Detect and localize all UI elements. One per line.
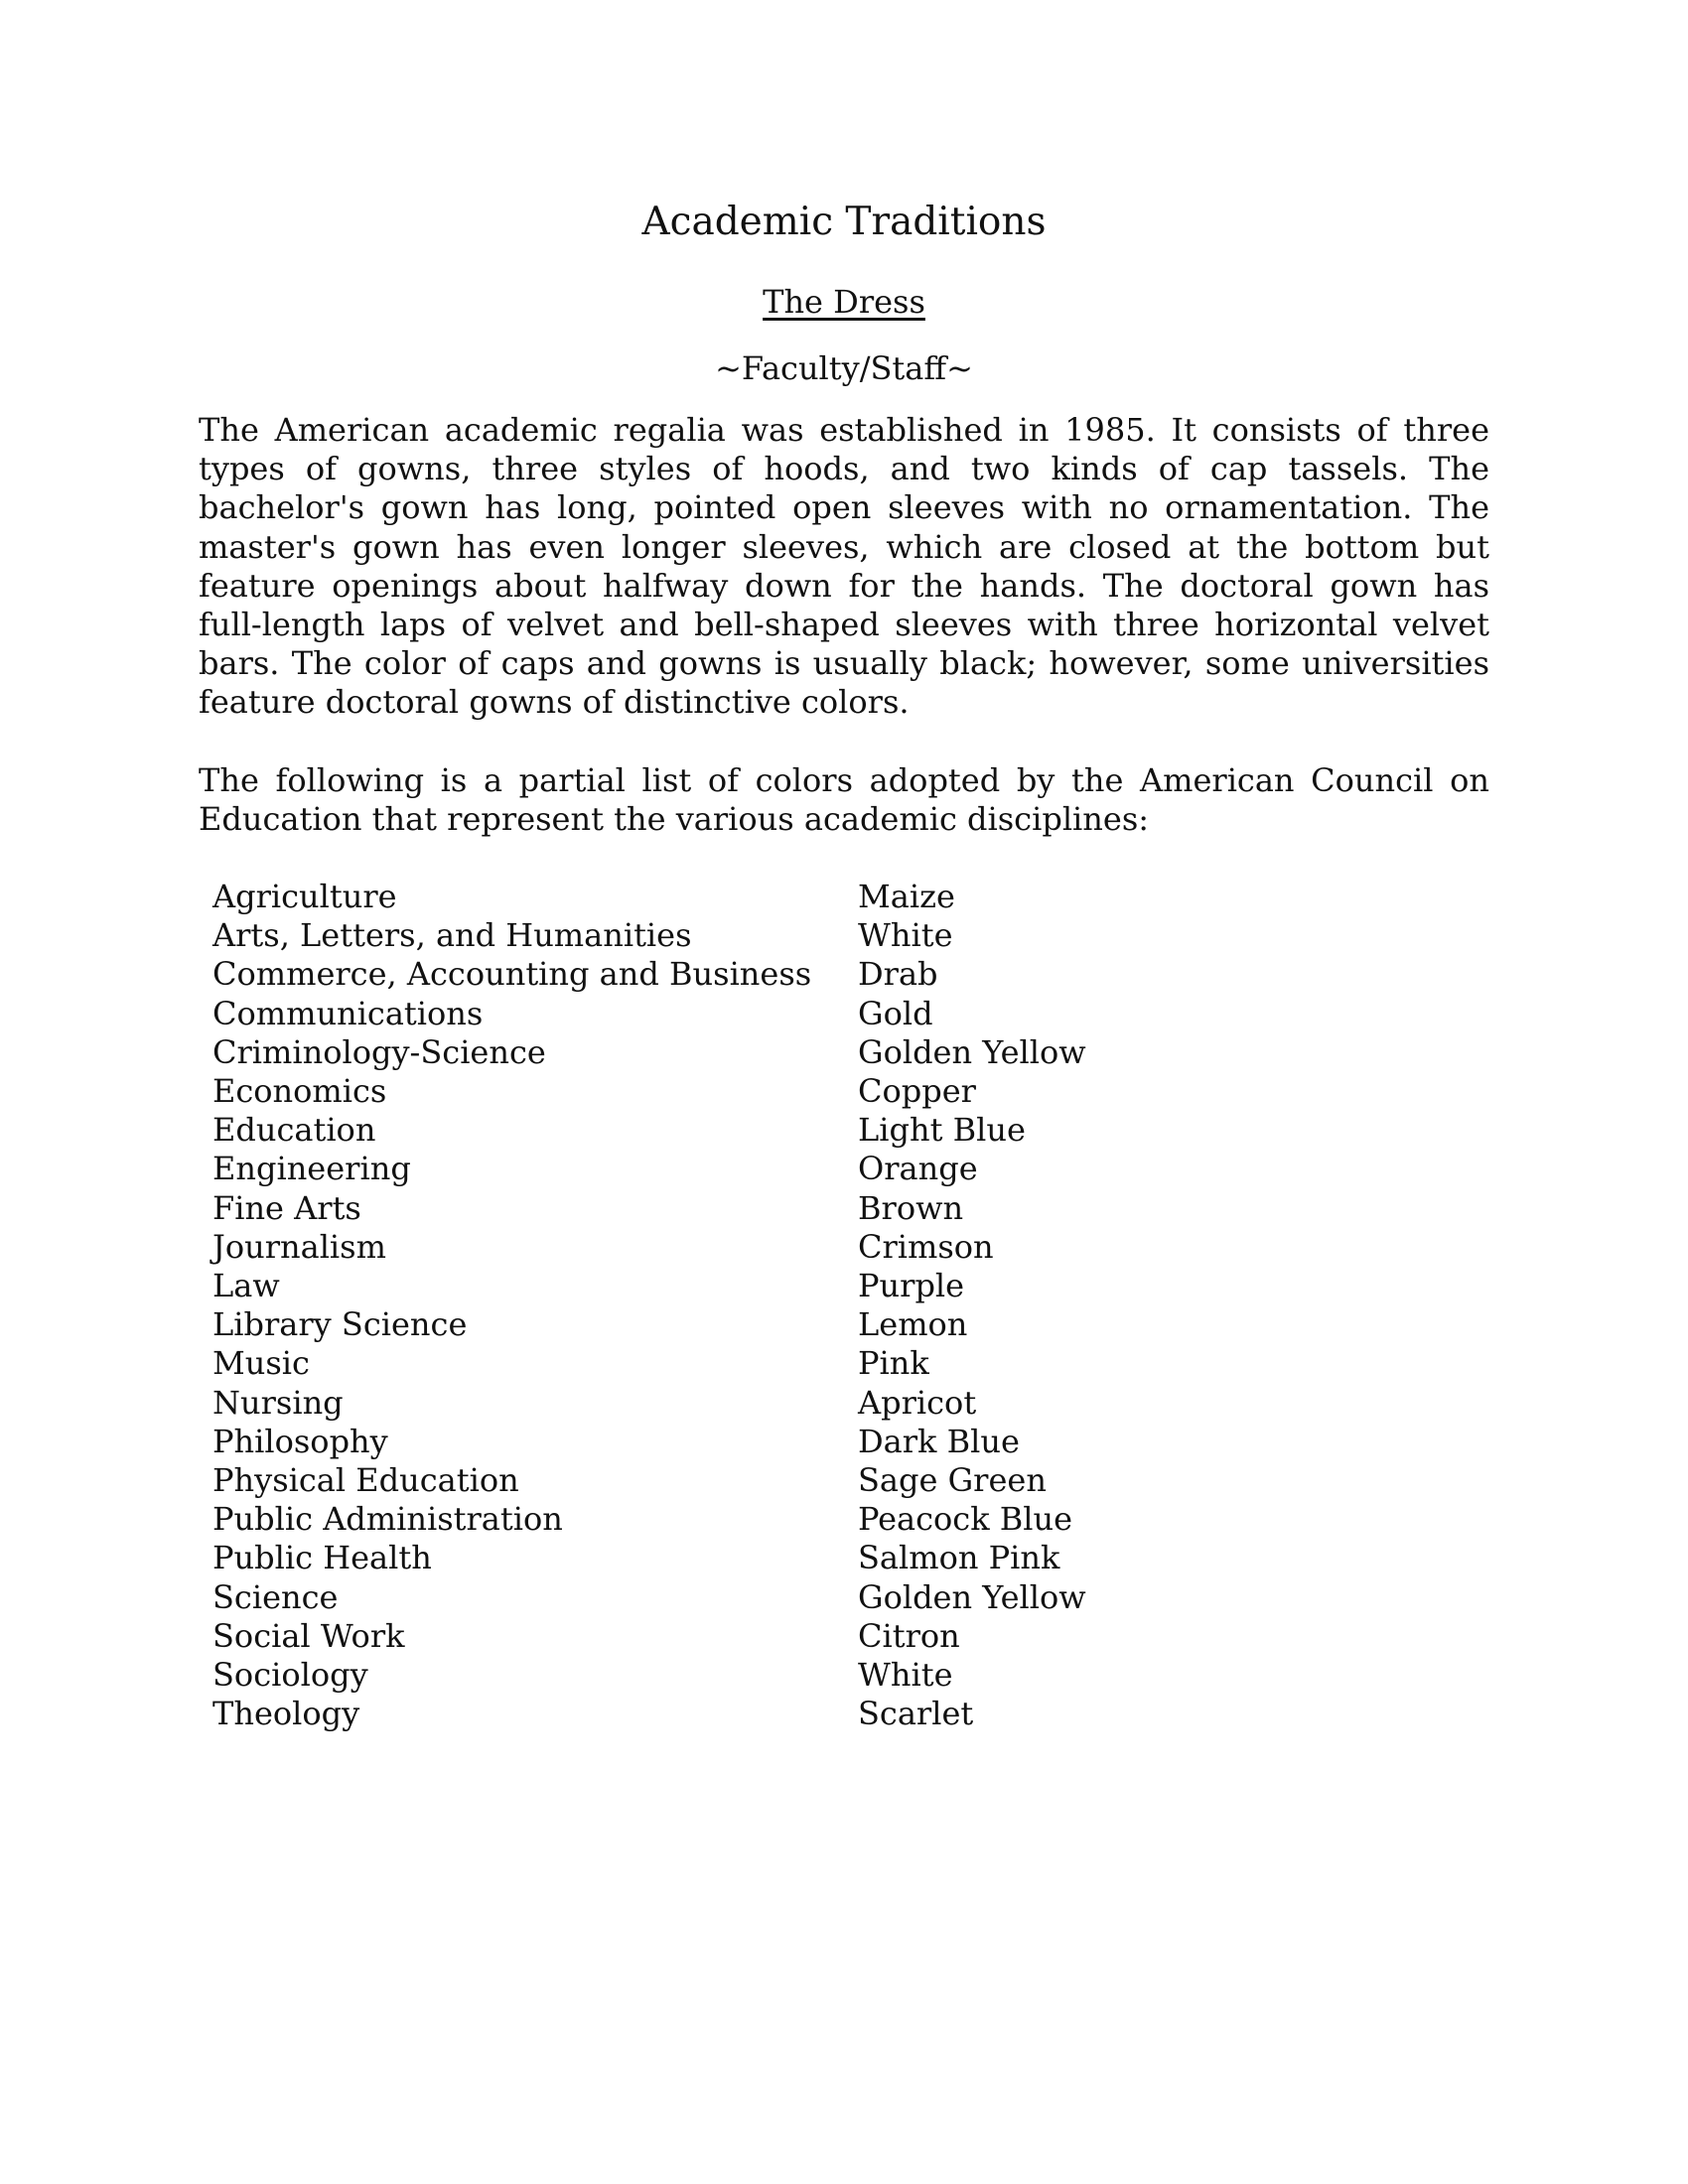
discipline-name: Agriculture	[212, 878, 397, 915]
table-row	[212, 1617, 1086, 1656]
table-row	[212, 1461, 1086, 1500]
discipline-color: Golden Yellow	[858, 1577, 1086, 1616]
table-row	[212, 916, 1086, 955]
table-row	[212, 1267, 1086, 1305]
section-heading: The Dress	[763, 283, 925, 321]
discipline-name: Criminology-Science	[212, 1032, 546, 1071]
discipline-color: Orange	[858, 1150, 978, 1188]
discipline-name: Public Administration	[212, 1500, 563, 1539]
discipline-color: Gold	[858, 994, 933, 1032]
discipline-color: Peacock Blue	[858, 1500, 1073, 1539]
discipline-colors-table	[212, 878, 1086, 1733]
table-row	[212, 1189, 1086, 1228]
list-intro-paragraph: The following is a partial list of colors adopted by the American Council on Education that represent the various academic disciplines:	[199, 761, 1489, 839]
discipline-name: Philosophy	[212, 1422, 388, 1460]
discipline-name: Nursing	[212, 1383, 344, 1422]
discipline-color: Salmon Pink	[858, 1539, 1060, 1577]
table-row	[212, 1033, 1086, 1072]
table-row	[212, 1578, 1086, 1617]
discipline-color: Drab	[858, 955, 938, 994]
discipline-name: Public Health	[212, 1539, 432, 1577]
table-row	[212, 878, 1086, 916]
discipline-name: Law	[212, 1267, 280, 1305]
intro-paragraph: The American academic regalia was established in 1985. It consists of three types of gowns, three styles of hoods, and two kinds of cap tassels. The bachelor's gown has long, pointed open sleeves with no ornamentation. The master's gown has even longer sleeves, which are closed at the bottom but feature openings about halfway down for the hands. The doctoral gown has full-length laps of velvet and bell-shaped sleeves with three horizontal velvet bars. The color of caps and gowns is usually black; however, some universities feature doctoral gowns of distinctive colors.	[199, 411, 1489, 722]
discipline-color: Light Blue	[858, 1111, 1026, 1150]
discipline-color: Purple	[858, 1267, 965, 1305]
discipline-color: Pink	[858, 1344, 929, 1383]
table-row	[212, 1656, 1086, 1695]
discipline-color: Copper	[858, 1072, 976, 1111]
discipline-name: Science	[212, 1577, 339, 1616]
discipline-name: Economics	[212, 1072, 387, 1111]
discipline-name: Library Science	[212, 1305, 468, 1344]
discipline-color: Citron	[858, 1616, 960, 1655]
discipline-color: Sage Green	[858, 1461, 1047, 1500]
table-row	[212, 1384, 1086, 1423]
discipline-color: Scarlet	[858, 1695, 974, 1733]
discipline-color: White	[858, 916, 953, 955]
page-title: Academic Traditions	[641, 200, 1047, 244]
table-row	[212, 1695, 1086, 1733]
discipline-name: Physical Education	[212, 1461, 519, 1500]
discipline-color: Golden Yellow	[858, 1032, 1086, 1071]
discipline-color: White	[858, 1656, 953, 1695]
table-row	[212, 1539, 1086, 1577]
table-row	[212, 955, 1086, 994]
table-row	[212, 1344, 1086, 1383]
discipline-name: Sociology	[212, 1656, 368, 1695]
discipline-name: Fine Arts	[212, 1188, 361, 1227]
discipline-name: Social Work	[212, 1616, 405, 1655]
discipline-color: Crimson	[858, 1227, 994, 1266]
discipline-name: Arts, Letters, and Humanities	[212, 916, 692, 955]
table-row	[212, 1500, 1086, 1539]
discipline-name: Commerce, Accounting and Business	[212, 955, 812, 994]
table-row	[212, 995, 1086, 1033]
table-row	[212, 1228, 1086, 1267]
discipline-color: Lemon	[858, 1305, 968, 1344]
discipline-name: Theology	[212, 1695, 360, 1733]
table-row	[212, 1150, 1086, 1188]
discipline-color: Brown	[858, 1188, 964, 1227]
discipline-color: Dark Blue	[858, 1422, 1020, 1460]
discipline-name: Communications	[212, 994, 484, 1032]
table-row	[212, 1072, 1086, 1111]
discipline-name: Education	[212, 1111, 376, 1150]
discipline-colors-body	[212, 878, 1086, 1733]
table-row	[212, 1423, 1086, 1461]
audience-label: ~Faculty/Staff~	[715, 349, 973, 387]
discipline-color: Maize	[858, 878, 955, 915]
discipline-name: Music	[212, 1344, 310, 1383]
table-row	[212, 1111, 1086, 1150]
discipline-name: Engineering	[212, 1150, 411, 1188]
discipline-name: Journalism	[212, 1227, 386, 1266]
table-row	[212, 1305, 1086, 1344]
discipline-color: Apricot	[858, 1383, 977, 1422]
